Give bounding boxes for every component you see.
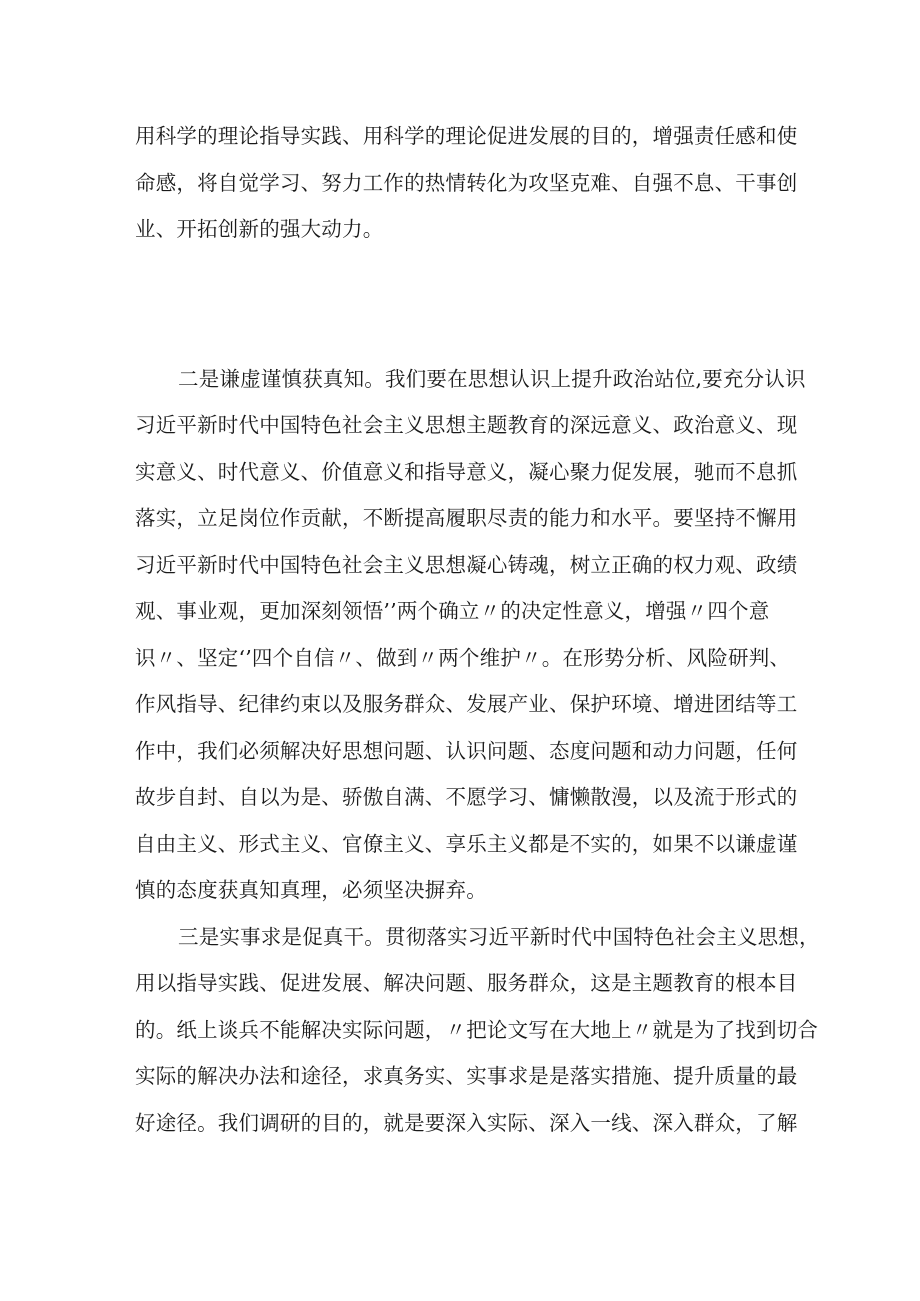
text-line: 习近平新时代中国特色社会主义思想主题教育的深远意义、政治意义、现 (135, 413, 798, 437)
paragraph-first-line: 二是谦虚谨慎获真知。我们要在思想认识上提升政治站位,要充分认识 (178, 367, 806, 391)
text-line: 慎的态度获真知真理，必须坚决摒弃。 (135, 878, 487, 902)
text-line: 命感，将自觉学习、努力工作的热情转化为攻坚克难、自强不息、干事创 (135, 171, 798, 195)
text-line: 作中，我们必须解决好思想问题、认识问题、态度问题和动力问题，任何 (135, 739, 798, 763)
text-line: 实意义、时代意义、价值意义和指导意义，凝心聚力促发展，驰而不息抓 (135, 460, 798, 484)
text-line: 用以指导实践、促进发展、解决问题、服务群众，这是主题教育的根本目 (135, 971, 798, 995)
text-line: 好途径。我们调研的目的，就是要深入实际、深入一线、深入群众，了解 (135, 1111, 798, 1135)
paragraph-first-line: 三是实事求是促真干。贯彻落实习近平新时代中国特色社会主义思想， (178, 925, 820, 949)
text-line: 落实，立足岗位作贡献，不断提高履职尽责的能力和水平。要坚持不懈用 (135, 506, 798, 530)
text-line: 习近平新时代中国特色社会主义思想凝心铸魂，树立正确的权力观、政绩 (135, 553, 798, 577)
text-line: 识〃、坚定‘’四个自信〃、做到〃两个维护〃。在形势分析、风险研判、 (135, 646, 791, 670)
text-line: 用科学的理论指导实践、用科学的理论促进发展的目的，增强责任感和使 (135, 124, 798, 148)
text-line: 故步自封、自以为是、骄傲自满、不愿学习、慵懒散漫，以及流于形式的 (135, 785, 798, 809)
text-line: 业、开拓创新的强大动力。 (135, 217, 384, 241)
text-line: 观、事业观，更加深刻领悟’’两个确立〃的决定性意义，增强〃四个意 (135, 599, 770, 623)
text-line: 实际的解决办法和途径，求真务实、实事求是是落实措施、提升质量的最 (135, 1064, 798, 1088)
text-line: 作风指导、纪律约束以及服务群众、发展产业、保护环境、增进团结等工 (135, 692, 798, 716)
text-line: 自由主义、形式主义、官僚主义、享乐主义都是不实的，如果不以谦虚谨 (135, 832, 798, 856)
text-line: 的。纸上谈兵不能解决实际问题，〃把论文写在大地上〃就是为了找到切合 (135, 1018, 819, 1042)
